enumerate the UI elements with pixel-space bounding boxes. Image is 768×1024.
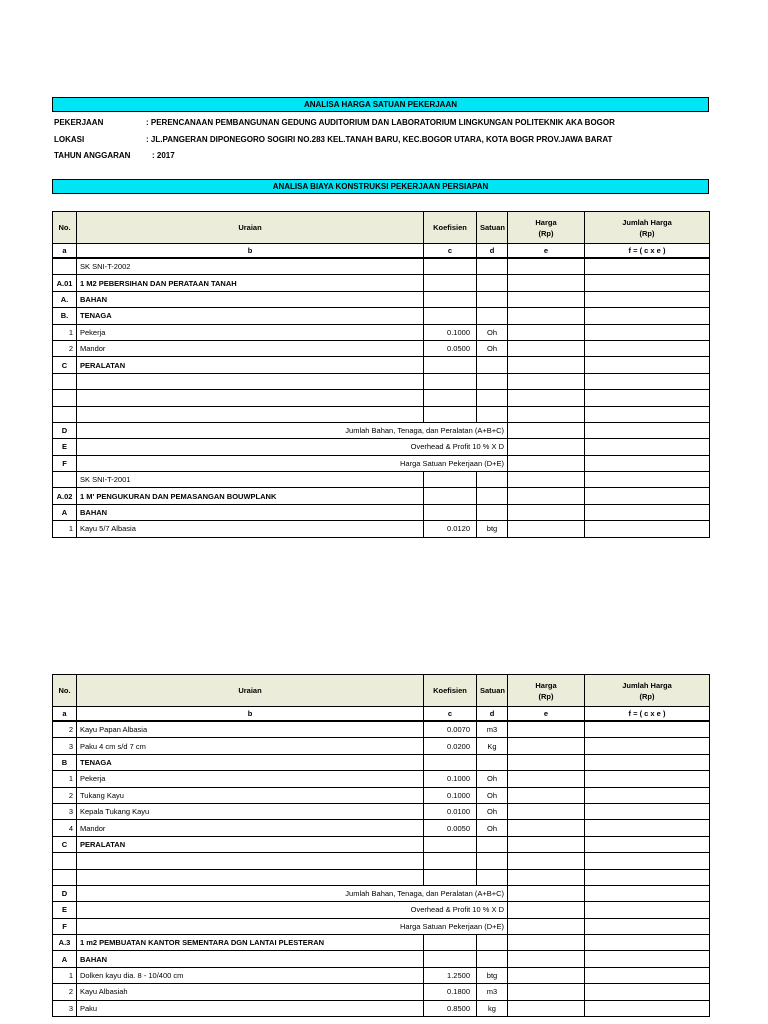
row-satuan: kg <box>477 1000 508 1016</box>
section-title: ANALISA BIAYA KONSTRUKSI PEKERJAAN PERSIAPAN <box>52 179 709 194</box>
row-description: Kayu 5/7 Albasia <box>77 521 424 537</box>
row-number: F <box>53 455 77 471</box>
jumlah-cell <box>585 771 710 787</box>
row-description: Pekerja <box>77 771 424 787</box>
summary-row <box>53 455 710 471</box>
jumlah-cell <box>585 406 710 422</box>
header-harga-line2: (Rp) <box>538 691 554 701</box>
group-row <box>53 951 710 967</box>
harga-cell <box>508 390 585 406</box>
table-row <box>53 967 710 983</box>
subheader-e: e <box>508 244 585 259</box>
group-row <box>53 836 710 852</box>
header-jumlah-line1: Jumlah Harga <box>622 680 672 690</box>
table-row <box>53 390 710 406</box>
header-harga-line1: Harga <box>535 217 557 227</box>
row-description: TENAGA <box>77 308 424 324</box>
row-number: 1 <box>53 771 77 787</box>
row-number: A.01 <box>53 275 77 291</box>
row-koefisien <box>424 951 477 967</box>
header-koefisien: Koefisien <box>424 675 477 707</box>
jumlah-cell <box>585 324 710 340</box>
row-number <box>53 406 77 422</box>
info-label: TAHUN ANGGARAN <box>54 151 131 160</box>
harga-cell <box>508 902 585 918</box>
row-number: D <box>53 422 77 438</box>
summary-label: Harga Satuan Pekerjaan (D+E) <box>77 918 508 934</box>
harga-cell <box>508 439 585 455</box>
row-satuan: m3 <box>477 984 508 1000</box>
jumlah-cell <box>585 902 710 918</box>
row-satuan <box>477 406 508 422</box>
jumlah-cell <box>585 721 710 738</box>
table-row <box>53 340 710 356</box>
header-uraian: Uraian <box>77 675 424 707</box>
row-description <box>77 869 424 885</box>
harga-cell <box>508 455 585 471</box>
harga-cell <box>508 291 585 307</box>
header-satuan: Satuan <box>477 212 508 244</box>
harga-cell <box>508 308 585 324</box>
jumlah-cell <box>585 488 710 504</box>
table-row <box>53 324 710 340</box>
row-koefisien <box>424 836 477 852</box>
row-number: A.02 <box>53 488 77 504</box>
jumlah-cell <box>585 258 710 275</box>
group-row <box>53 754 710 770</box>
summary-row <box>53 902 710 918</box>
harga-cell <box>508 275 585 291</box>
table-row <box>53 406 710 422</box>
subheader-d: d <box>477 707 508 722</box>
jumlah-cell <box>585 308 710 324</box>
row-koefisien: 1.2500 <box>424 967 477 983</box>
jumlah-cell <box>585 853 710 869</box>
row-koefisien: 0.0070 <box>424 721 477 738</box>
row-satuan: Oh <box>477 340 508 356</box>
header-jumlah-harga <box>585 212 710 244</box>
jumlah-cell <box>585 340 710 356</box>
row-koefisien <box>424 853 477 869</box>
harga-cell <box>508 340 585 356</box>
harga-cell <box>508 951 585 967</box>
harga-cell <box>508 820 585 836</box>
summary-label: Overhead & Profit 10 % X D <box>77 902 508 918</box>
row-koefisien: 0.0120 <box>424 521 477 537</box>
row-koefisien <box>424 406 477 422</box>
row-satuan: Oh <box>477 771 508 787</box>
table-row <box>53 721 710 738</box>
table-row <box>53 771 710 787</box>
group-row <box>53 291 710 307</box>
harga-cell <box>508 836 585 852</box>
row-satuan <box>477 390 508 406</box>
row-description: PERALATAN <box>77 836 424 852</box>
jumlah-cell <box>585 885 710 901</box>
jumlah-cell <box>585 472 710 488</box>
jumlah-cell <box>585 357 710 373</box>
row-satuan: Oh <box>477 324 508 340</box>
row-number: 2 <box>53 787 77 803</box>
row-satuan: Kg <box>477 738 508 754</box>
row-description: SK SNI-T-2001 <box>77 472 424 488</box>
table-row <box>53 373 710 389</box>
row-satuan <box>477 373 508 389</box>
row-satuan <box>477 935 508 951</box>
row-description: Paku <box>77 1000 424 1016</box>
table-row <box>53 521 710 537</box>
table-row <box>53 258 710 275</box>
jumlah-cell <box>585 738 710 754</box>
row-description: Mandor <box>77 340 424 356</box>
row-number: D <box>53 885 77 901</box>
row-koefisien: 0.0500 <box>424 340 477 356</box>
harga-cell <box>508 488 585 504</box>
row-number: 3 <box>53 1000 77 1016</box>
row-koefisien: 0.1800 <box>424 984 477 1000</box>
subheader-f: f = ( c x e ) <box>585 244 710 259</box>
group-row <box>53 488 710 504</box>
harga-cell <box>508 472 585 488</box>
row-number: 1 <box>53 967 77 983</box>
document-title: ANALISA HARGA SATUAN PEKERJAAN <box>52 97 709 112</box>
row-koefisien <box>424 291 477 307</box>
row-satuan <box>477 853 508 869</box>
row-koefisien <box>424 472 477 488</box>
row-description <box>77 373 424 389</box>
row-number <box>53 373 77 389</box>
info-value: : JL.PANGERAN DIPONEGORO SOGIRI NO.283 KEL.TANAH BARU, KEC.BOGOR UTARA, KOTA BOGR PROV.JAWA BARAT <box>146 135 613 144</box>
header-harga <box>508 675 585 707</box>
harga-cell <box>508 967 585 983</box>
row-description: PERALATAN <box>77 357 424 373</box>
row-satuan <box>477 951 508 967</box>
jumlah-cell <box>585 1000 710 1016</box>
jumlah-cell <box>585 521 710 537</box>
info-value: : 2017 <box>152 151 175 160</box>
row-satuan <box>477 472 508 488</box>
jumlah-cell <box>585 455 710 471</box>
jumlah-cell <box>585 967 710 983</box>
row-number: A.3 <box>53 935 77 951</box>
row-description: BAHAN <box>77 504 424 520</box>
summary-row <box>53 885 710 901</box>
table-row <box>53 803 710 819</box>
harga-cell <box>508 869 585 885</box>
jumlah-cell <box>585 951 710 967</box>
row-description: Pekerja <box>77 324 424 340</box>
table-header <box>53 675 710 707</box>
jumlah-cell <box>585 918 710 934</box>
row-number: 3 <box>53 803 77 819</box>
row-satuan: btg <box>477 521 508 537</box>
summary-row <box>53 422 710 438</box>
summary-label: Jumlah Bahan, Tenaga, dan Peralatan (A+B+C) <box>77 885 508 901</box>
row-description: Kayu Papan Albasia <box>77 721 424 738</box>
row-koefisien <box>424 504 477 520</box>
jumlah-cell <box>585 787 710 803</box>
row-description <box>77 853 424 869</box>
row-satuan: Oh <box>477 787 508 803</box>
header-jumlah-line2: (Rp) <box>639 228 655 238</box>
row-satuan <box>477 836 508 852</box>
jumlah-cell <box>585 984 710 1000</box>
harga-cell <box>508 406 585 422</box>
harga-cell <box>508 787 585 803</box>
summary-label: Harga Satuan Pekerjaan (D+E) <box>77 455 508 471</box>
row-satuan: Oh <box>477 803 508 819</box>
harga-cell <box>508 853 585 869</box>
row-description: 1 M2 PEBERSIHAN DAN PERATAAN TANAH <box>77 275 424 291</box>
row-number: 2 <box>53 721 77 738</box>
row-koefisien <box>424 357 477 373</box>
row-satuan <box>477 275 508 291</box>
row-koefisien <box>424 935 477 951</box>
row-description: BAHAN <box>77 291 424 307</box>
jumlah-cell <box>585 439 710 455</box>
table-subheader <box>53 244 710 259</box>
harga-cell <box>508 935 585 951</box>
subheader-d: d <box>477 244 508 259</box>
row-number: E <box>53 902 77 918</box>
row-number: B. <box>53 308 77 324</box>
row-koefisien: 0.0200 <box>424 738 477 754</box>
harga-cell <box>508 1000 585 1016</box>
harga-cell <box>508 422 585 438</box>
harga-cell <box>508 721 585 738</box>
table-row <box>53 472 710 488</box>
harga-cell <box>508 258 585 275</box>
harga-cell <box>508 771 585 787</box>
subheader-b: b <box>77 707 424 722</box>
harga-cell <box>508 324 585 340</box>
row-description: Paku 4 cm s/d 7 cm <box>77 738 424 754</box>
row-satuan: m3 <box>477 721 508 738</box>
table-row <box>53 1000 710 1016</box>
jumlah-cell <box>585 935 710 951</box>
subheader-a: a <box>53 707 77 722</box>
group-row <box>53 504 710 520</box>
info-label: LOKASI <box>54 135 85 144</box>
row-description: 1 M' PENGUKURAN DAN PEMASANGAN BOUWPLANK <box>77 488 424 504</box>
analysis-table-page-1 <box>52 211 710 538</box>
table-row <box>53 853 710 869</box>
jumlah-cell <box>585 803 710 819</box>
header-jumlah-harga <box>585 675 710 707</box>
row-description <box>77 406 424 422</box>
row-koefisien <box>424 754 477 770</box>
info-label: PEKERJAAN <box>54 118 104 127</box>
header-koefisien: Koefisien <box>424 212 477 244</box>
row-description: TENAGA <box>77 754 424 770</box>
row-number: C <box>53 836 77 852</box>
header-satuan: Satuan <box>477 675 508 707</box>
summary-row <box>53 439 710 455</box>
row-description: Kepala Tukang Kayu <box>77 803 424 819</box>
summary-label: Overhead & Profit 10 % X D <box>77 439 508 455</box>
summary-label: Jumlah Bahan, Tenaga, dan Peralatan (A+B+C) <box>77 422 508 438</box>
row-koefisien <box>424 308 477 324</box>
jumlah-cell <box>585 291 710 307</box>
row-description: 1 m2 PEMBUATAN KANTOR SEMENTARA DGN LANTAI PLESTERAN <box>77 935 424 951</box>
subheader-c: c <box>424 244 477 259</box>
row-koefisien <box>424 488 477 504</box>
row-number: E <box>53 439 77 455</box>
header-harga-line1: Harga <box>535 680 557 690</box>
info-value: : PERENCANAAN PEMBANGUNAN GEDUNG AUDITORIUM DAN LABORATORIUM LINGKUNGAN POLITEKNIK AKA BOGOR <box>146 118 615 127</box>
row-satuan <box>477 869 508 885</box>
harga-cell <box>508 357 585 373</box>
table-header <box>53 212 710 244</box>
jumlah-cell <box>585 869 710 885</box>
row-number: 1 <box>53 521 77 537</box>
harga-cell <box>508 984 585 1000</box>
group-row <box>53 308 710 324</box>
subheader-c: c <box>424 707 477 722</box>
row-satuan <box>477 504 508 520</box>
harga-cell <box>508 504 585 520</box>
row-number: C <box>53 357 77 373</box>
row-koefisien <box>424 275 477 291</box>
harga-cell <box>508 738 585 754</box>
jumlah-cell <box>585 836 710 852</box>
jumlah-cell <box>585 373 710 389</box>
row-number <box>53 472 77 488</box>
jumlah-cell <box>585 504 710 520</box>
row-satuan: btg <box>477 967 508 983</box>
harga-cell <box>508 918 585 934</box>
row-description: Mandor <box>77 820 424 836</box>
row-satuan <box>477 357 508 373</box>
header-no: No. <box>53 212 77 244</box>
row-koefisien: 0.1000 <box>424 324 477 340</box>
table-row <box>53 984 710 1000</box>
row-number <box>53 869 77 885</box>
row-description: SK SNI-T-2002 <box>77 258 424 275</box>
header-harga <box>508 212 585 244</box>
subheader-a: a <box>53 244 77 259</box>
row-satuan <box>477 308 508 324</box>
harga-cell <box>508 803 585 819</box>
row-koefisien: 0.1000 <box>424 787 477 803</box>
row-number: A <box>53 504 77 520</box>
row-koefisien: 0.8500 <box>424 1000 477 1016</box>
subheader-e: e <box>508 707 585 722</box>
row-number <box>53 853 77 869</box>
row-koefisien <box>424 373 477 389</box>
summary-row <box>53 918 710 934</box>
harga-cell <box>508 373 585 389</box>
subheader-b: b <box>77 244 424 259</box>
row-number: A. <box>53 291 77 307</box>
row-koefisien <box>424 258 477 275</box>
header-harga-line2: (Rp) <box>538 228 554 238</box>
row-number: 2 <box>53 340 77 356</box>
header-no: No. <box>53 675 77 707</box>
table-row <box>53 738 710 754</box>
subheader-f: f = ( c x e ) <box>585 707 710 722</box>
row-number: 3 <box>53 738 77 754</box>
jumlah-cell <box>585 422 710 438</box>
row-satuan: Oh <box>477 820 508 836</box>
row-number <box>53 390 77 406</box>
analysis-table-page-2 <box>52 674 710 1017</box>
harga-cell <box>508 521 585 537</box>
row-number: A <box>53 951 77 967</box>
group-row <box>53 935 710 951</box>
jumlah-cell <box>585 275 710 291</box>
harga-cell <box>508 754 585 770</box>
row-number <box>53 258 77 275</box>
group-row <box>53 357 710 373</box>
row-koefisien: 0.0050 <box>424 820 477 836</box>
row-description: BAHAN <box>77 951 424 967</box>
harga-cell <box>508 885 585 901</box>
row-number: B <box>53 754 77 770</box>
table-subheader <box>53 707 710 722</box>
row-number: 4 <box>53 820 77 836</box>
row-number: 1 <box>53 324 77 340</box>
header-jumlah-line2: (Rp) <box>639 691 655 701</box>
row-number: F <box>53 918 77 934</box>
table-row <box>53 787 710 803</box>
row-satuan <box>477 291 508 307</box>
row-koefisien: 0.0100 <box>424 803 477 819</box>
jumlah-cell <box>585 820 710 836</box>
row-koefisien <box>424 390 477 406</box>
row-description: Kayu Albasiah <box>77 984 424 1000</box>
row-satuan <box>477 754 508 770</box>
row-description: Dolken kayu dia. 8 - 10/400 cm <box>77 967 424 983</box>
row-description <box>77 390 424 406</box>
table-row <box>53 820 710 836</box>
jumlah-cell <box>585 390 710 406</box>
jumlah-cell <box>585 754 710 770</box>
row-description: Tukang Kayu <box>77 787 424 803</box>
table-row <box>53 869 710 885</box>
group-row <box>53 275 710 291</box>
row-number: 2 <box>53 984 77 1000</box>
row-satuan <box>477 258 508 275</box>
row-satuan <box>477 488 508 504</box>
header-uraian: Uraian <box>77 212 424 244</box>
row-koefisien <box>424 869 477 885</box>
row-koefisien: 0.1000 <box>424 771 477 787</box>
header-jumlah-line1: Jumlah Harga <box>622 217 672 227</box>
